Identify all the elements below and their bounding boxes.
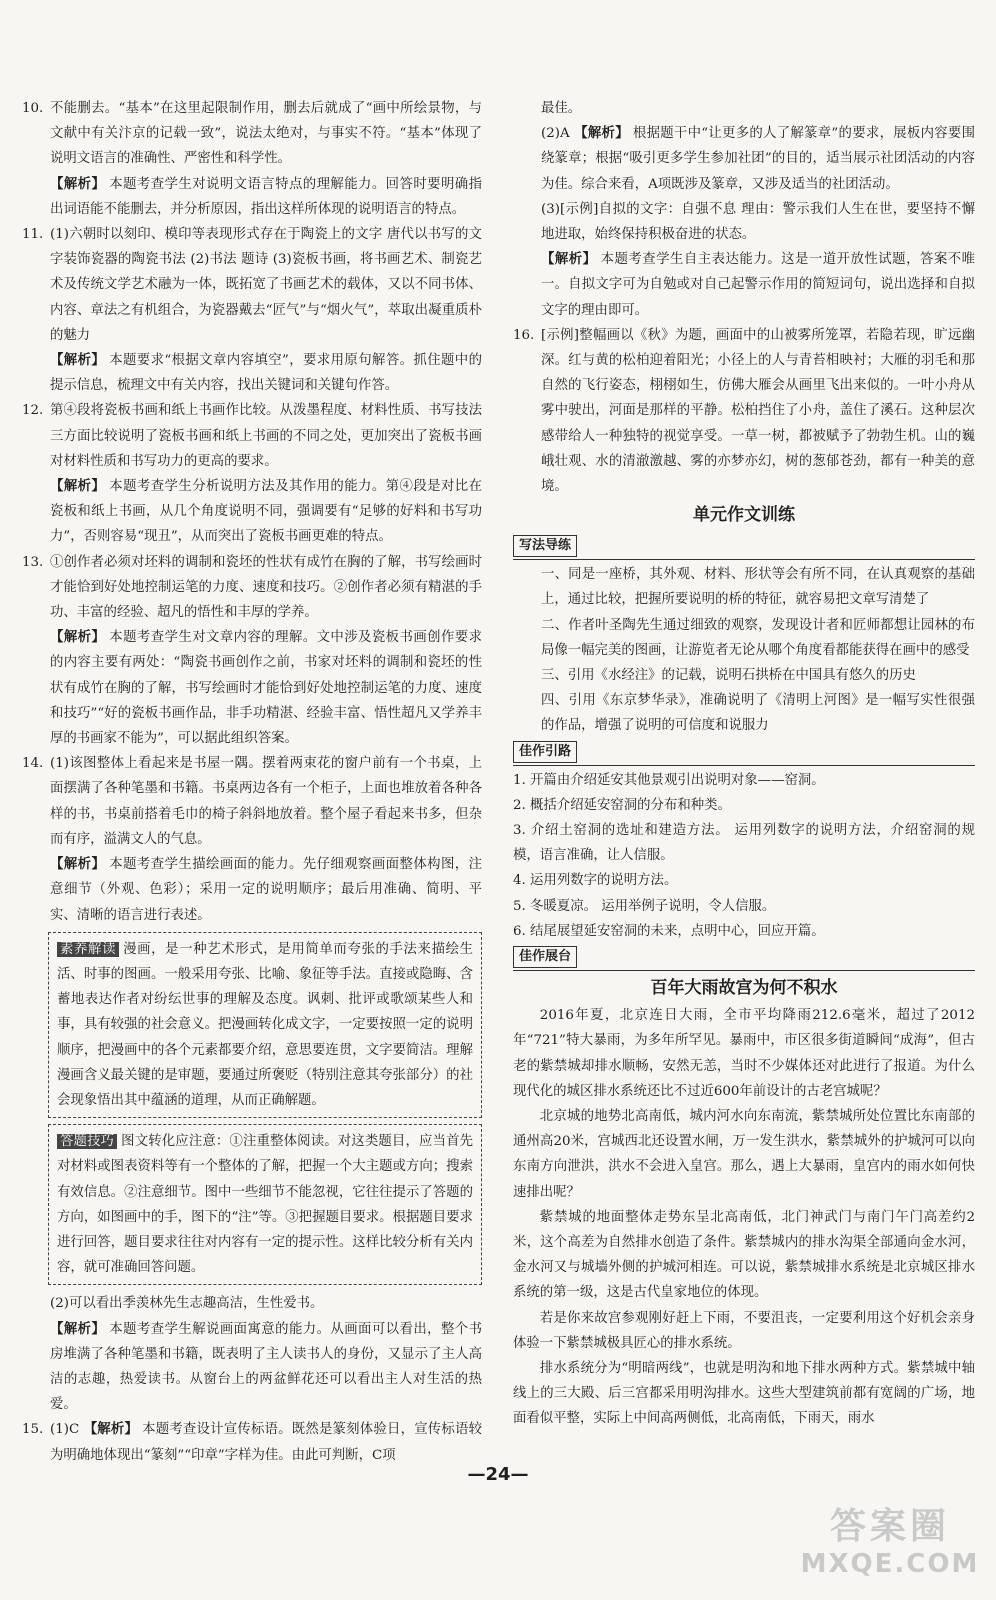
- analysis-tag: 【解析】: [50, 857, 106, 873]
- question-number: 11.: [22, 227, 44, 243]
- unit-section-title: 单元作文训练: [693, 505, 795, 526]
- list-item: 4. 运用列数字的说明方法。: [513, 873, 678, 889]
- analysis-14-2: [22, 1317, 482, 1418]
- section-label-row: [513, 944, 975, 971]
- list-item: 6. 结尾展望延安窑洞的未来，点明中心，回应开篇。: [513, 923, 825, 939]
- answer-text: [示例]整幅画以《秋》为题，画面中的山被雾所笼罩，若隐若现，旷远幽深。红与黄的松柏迎着阳光；小径上的人与青苔相映衬；大雁的羽毛和那自然的飞行姿态，栩栩如生，仿佛大雁会从画里飞出来似的。一叶小舟从雾中驶出，河面是那样的平静。松柏挡住了小舟，盖住了溪石。这种层次感带给人一种独特的视觉享受。一草一树，都被赋予了勃勃生机。山的巍峨壮观、水的清澈激越、雾的亦梦亦幻，树的葱郁苍劲，都有一种美的意境。: [541, 327, 975, 495]
- left-column: [22, 96, 482, 1468]
- answer-15-3: [513, 197, 975, 247]
- answer-10: [22, 96, 482, 172]
- answer-tips-box: [48, 1124, 482, 1285]
- analysis-12: [22, 474, 482, 550]
- analysis-tag: 【解析】: [541, 252, 597, 268]
- analysis-text: 本题考查设计宣传标语。既然是篆刻体验日，宣传标语较为明确地体现出“篆刻”“印章”字样为佳。由此可判断，C项: [50, 1422, 483, 1463]
- question-number: 10.: [22, 101, 44, 116]
- note-tag: 答题技巧: [57, 1134, 117, 1149]
- analysis-text: 本题考查学生描绘画面的能力。先仔细观察画面整体构图，注意细节（外观、色彩）；采用一定的说明顺序；最后用准确、简明、平实、清晰的语言进行表述。: [50, 857, 482, 923]
- essay-paragraph: 若是你来故宫参观刚好赶上下雨，不要沮丧，一定要利用这个好机会亲身体验一下紫禁城极具匠心的排水系统。: [513, 1310, 975, 1351]
- analysis-tag: 【解析】: [83, 1422, 139, 1438]
- analysis-tag: 【解析】: [50, 1321, 106, 1337]
- answer-text: 最佳。: [541, 101, 582, 116]
- answer-text: (3)[示例]自拟的文字：自强不息 理由：警示我们人生在世，要坚持不懈地进取，始终保持积极奋进的状态。: [541, 201, 975, 243]
- question-number: 16.: [513, 327, 535, 343]
- answer-15-cont: [513, 96, 975, 121]
- showcase-label: 佳作展台: [513, 946, 577, 968]
- analysis-10: [22, 172, 482, 222]
- essay-paragraph: 紫禁城的地面整体走势东呈北高南低，北门神武门与南门午门高差约2米，这个高差为自然排水创造了条件。紫禁城内的排水沟渠全部通向金水河，金水河又与城墙外侧的护城河相连。可以说，紫禁城排水系统是北京城区排水系统的第一级，这是古代皇家地位的体现。: [513, 1209, 975, 1301]
- section-label-row: [513, 533, 975, 560]
- list-item: 2. 概括介绍延安窑洞的分布和种类。: [513, 797, 731, 813]
- watermark-logo: [800, 1505, 980, 1579]
- answer-15: [22, 1417, 482, 1467]
- essay-paragraph: 北京城的地势北高南低，城内河水向东南流，紫禁城所处位置比东南部的通州高20米，宫城西北还设置水闸，万一发生洪水，紫禁城外的护城河可以向东南方向泄洪，洪水不会进入皇宫。那么，遇上大暴雨，皇宫内的雨水如何快速排出呢？: [513, 1108, 975, 1200]
- analysis-11: [22, 348, 482, 398]
- analysis-text: 本题考查学生解说画面寓意的能力。从画面可以看出，整个书房堆满了各种笔墨和书籍，既表明了主人读书人的身份，又显示了主人高洁的志趣，热爱读书。从窗台上的两盆鲜花还可以看出主人对生活的热爱。: [50, 1321, 482, 1413]
- analysis-text: 本题考查学生对文章内容的理解。文中涉及瓷板书画创作要求的内容主要有两处：“陶瓷书画创作之前，书家对坯料的调制和瓷坯的性状有成竹在胸的了解，书写绘画时才能恰到好处地控制运笔的力度、速度和技巧”“好的瓷板书画作品，非手功精湛、经验丰富、悟性超凡又学养丰厚的书画家不能为”，可以据此组织答案。: [50, 630, 482, 747]
- answer-text: (1)C: [50, 1422, 80, 1438]
- right-column: [513, 96, 975, 1432]
- section-label-row: [513, 739, 975, 766]
- analysis-15-3: [513, 247, 975, 323]
- answer-text: 第④段将瓷板书画和纸上书画作比较。从泼墨程度、材料性质、书写技法三方面比较说明了瓷板书画和纸上书画的不同之处，更加突出了瓷板书画对材料性质和书写功力的更高的要求。: [50, 403, 482, 469]
- answer-14-2: [22, 1291, 482, 1316]
- answer-14: [22, 751, 482, 852]
- outline-list: [513, 768, 975, 944]
- answer-text: (2)可以看出季羡林先生志趣高洁，生性爱书。: [50, 1296, 324, 1312]
- note-tag: 素养解读: [57, 942, 119, 957]
- question-number: 14.: [22, 756, 44, 772]
- watermark-line-2: MXQE.COM: [800, 1549, 980, 1579]
- analysis-tag: 【解析】: [50, 479, 106, 495]
- answer-text: 不能删去。“基本”在这里起限制作用，删去后就成了“画中所绘景物，与文献中有关汴京的记载一致”，说法太绝对，与事实不符。“基本”体现了说明文语言的准确性、严密性和科学性。: [50, 101, 482, 167]
- essay-paragraph: 2016年夏，北京连日大雨，全市平均降雨212.6毫米，超过了2012年“721”特大暴雨，为多年所罕见。暴雨中，市区很多街道瞬间“成海”，但古老的紫禁城却排水顺畅，安然无恙，当时不少媒体还对此进行了报道。为什么现代化的城区排水系统还比不过近600年前设计的古老宫城呢？: [513, 1008, 975, 1099]
- question-number: 12.: [22, 403, 44, 419]
- page-number: —24—: [467, 1464, 529, 1485]
- analysis-text: 本题考查学生自主表达能力。这是一道开放性试题，答案不唯一。自拟文字可为自勉或对自己起警示作用的简短词句，说出选择和自拟文字的理由即可。: [541, 252, 976, 318]
- answer-16: [513, 323, 975, 499]
- note-text: 图文转化应注意：①注重整体阅读。对这类题目，应当首先对材料或图表资料等有一个整体的了解，把握一个大主题或方向；搜索有效信息。②注意细节。图中一些细节不能忽视，它往往提示了答题的方向，如图画中的手，图下的“注”等。③把握题目要求。根据题目要求进行回答，题目要求往往对内容有一定的提示性。这样比较分析有关内容，就可准确回答问题。: [57, 1134, 474, 1276]
- answer-11: [22, 222, 482, 348]
- analysis-tag: 【解析】: [50, 353, 106, 369]
- analysis-text: 本题考查学生对说明文语言特点的理解能力。回答时要明确指出词语能不能删去，并分析原因，指出这样所体现的说明语言的特点。: [50, 176, 482, 217]
- analysis-tag: 【解析】: [50, 630, 106, 646]
- answer-text: ①创作者必须对坯料的调制和瓷坯的性状有成竹在胸的了解，书写绘画时才能恰到好处地控制运笔的力度、速度和技巧。②创作者必须有精湛的手功、丰富的经验、超凡的悟性和丰厚的学养。: [50, 554, 482, 621]
- list-item: 二、作者叶圣陶先生通过细致的观察，发现设计者和匠师都想让园林的布局像一幅完美的图画，让游览者无论从哪个角度看都能获得在画中的感受: [541, 617, 975, 658]
- list-item: 5. 冬暖夏凉。 运用举例子说明，令人信服。: [513, 898, 776, 914]
- analysis-text: 本题考查学生分析说明方法及其作用的能力。第④段是对比在瓷板和纸上书画，从几个角度说明不同，强调要有“足够的好料和书写功力”，否则容易“现丑”，从而突出了瓷板书画更难的特点。: [50, 479, 482, 545]
- list-item: 1. 开篇由介绍延安其他景观引出说明对象——窑洞。: [513, 772, 825, 788]
- analysis-14: [22, 852, 482, 928]
- answer-12: [22, 398, 482, 474]
- answer-15-2: [513, 121, 975, 197]
- answer-13: [22, 550, 482, 626]
- question-number: 15.: [22, 1422, 44, 1438]
- list-item: 四、引用《东京梦华录》，准确说明了《清明上河图》是一幅写实性很强的作品，增强了说明的可信度和说服力: [541, 693, 975, 734]
- analysis-tag: 【解析】: [574, 126, 629, 142]
- answer-text: (2)A: [541, 126, 570, 142]
- list-item: 三、引用《水经注》的记载，说明石拱桥在中国具有悠久的历史: [541, 668, 916, 684]
- answer-text: (1)六朝时以刻印、模印等表现形式存在于陶瓷上的文字 唐代以书写的文字装饰瓷器的陶瓷书法 (2)书法 题诗 (3)瓷板书画，将书画艺术、制瓷艺术及传统文学艺术融为一体，既拓宽了书画艺术的载体，又以不同书体、内容、章法之有机组合，为瓷器戴去“匠气”与“烟火气”，萃取出凝重质朴的魅力: [50, 227, 482, 343]
- writing-guide-label: 写法导练: [513, 535, 577, 557]
- question-number: 13.: [22, 554, 44, 570]
- analysis-tag: 【解析】: [50, 176, 106, 192]
- essay-paragraph: 排水系统分为“明暗两线”，也就是明沟和地下排水两种方式。紫禁城中轴线上的三大殿、后三宫都采用明沟排水。这些大型建筑前都有宽阔的广场，地面看似平整，实际上中间高两侧低，北高南低，下雨天，雨水: [513, 1360, 975, 1427]
- watermark-line-1: 答案圈: [829, 1506, 950, 1547]
- list-item: 一、同是一座桥，其外观、材料、形状等会有所不同，在认真观察的基础上，通过比较，把握所要说明的桥的特征，就容易把文章写清楚了: [541, 567, 975, 608]
- essay-title: 百年大雨故宫为何不积水: [650, 978, 838, 999]
- writing-guide-list: [513, 562, 975, 738]
- analysis-text: 本题要求“根据文章内容填空”，要求用原句解答。抓住题中的提示信息，梳理文中有关内容，找出关键词和关键句作答。: [50, 353, 482, 394]
- answer-text: (1)该图整体上看起来是书屋一隅。摆着两束花的窗户前有一个书桌，上面摆满了各种笔墨和书籍。书桌两边各有一个柜子，上面也堆放着各种各样的书，书桌前搭着毛巾的椅子斜斜地放着。整个屋子看起来书多，但杂而有序，溢满文人的气息。: [50, 756, 482, 847]
- essay-body: [513, 1003, 975, 1431]
- outline-label: 佳作引路: [513, 741, 577, 763]
- analysis-13: [22, 625, 482, 751]
- analysis-text: 根据题干中“让更多的人了解篆章”的要求，展板内容要围绕篆章；根据“吸引更多学生参加社团”的目的，适当展示社团活动的内容为佳。综合来看，A项既涉及篆章，又涉及适当的社团活动。: [541, 126, 975, 192]
- literacy-note-box: [48, 932, 482, 1118]
- list-item: 3. 介绍土窑洞的选址和建造方法。 运用列数字的说明方法，介绍窑洞的规模，语言准确，让人信服。: [513, 823, 975, 864]
- note-text: 漫画，是一种艺术形式，是用简单而夸张的手法来描绘生活、时事的图画。一般采用夸张、比喻、象征等手法。直接或隐晦、含蓄地表达作者对纷纭世事的理解及态度。讽刺、批评或歌颂某些人和事，具有较强的社会意义。把漫画转化成文字，一定要按照一定的说明顺序，把漫画中的各个元素都要介绍，意思要连贯，文字要简洁。理解漫画含义最关键的是审题，要通过所褒贬（特别注意其夸张部分）的社会现象悟出其中蕴涵的道理，从而正确解题。: [57, 941, 474, 1108]
